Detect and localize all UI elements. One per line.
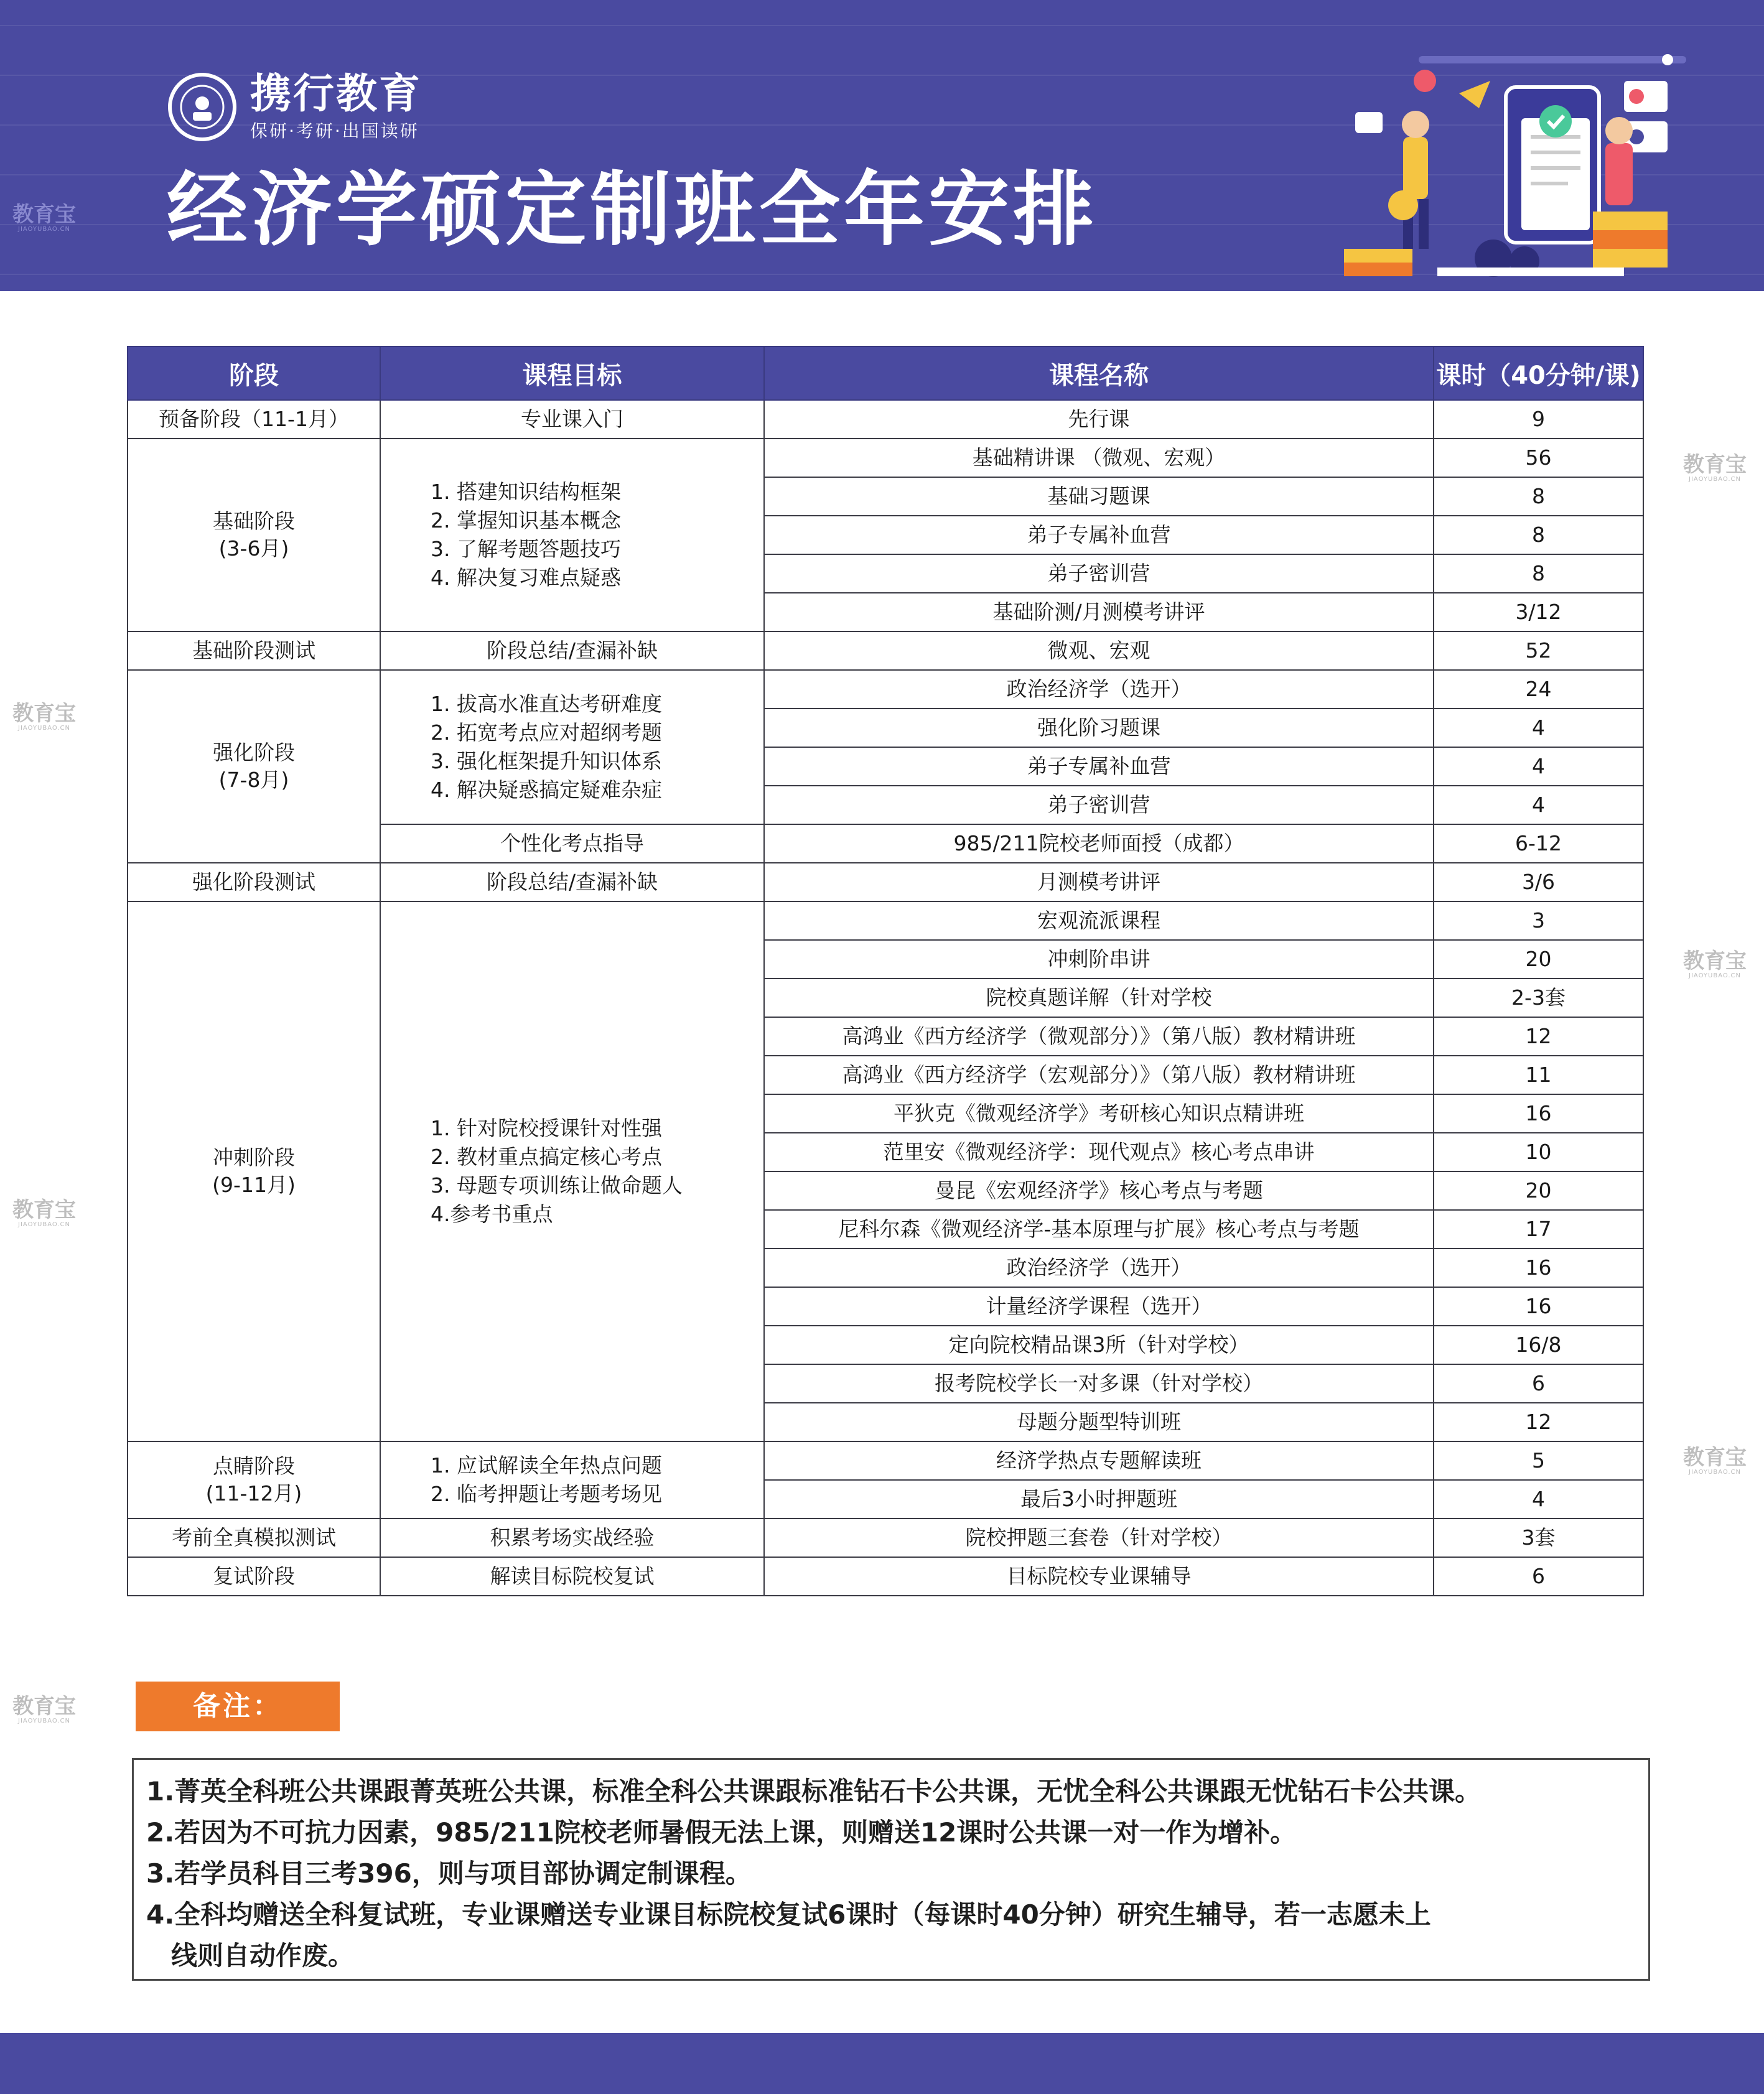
watermark: 教育宝 JIAOYUBAO.CN bbox=[12, 701, 76, 732]
col-header-course: 课程名称 bbox=[764, 347, 1434, 400]
stage-cell bbox=[128, 1441, 380, 1519]
watermark: 教育宝 JIAOYUBAO.CN bbox=[1683, 949, 1747, 979]
stage-cell bbox=[128, 670, 380, 863]
stage-period: (9-11月) bbox=[212, 1173, 296, 1197]
hours-cell: 8 bbox=[1434, 516, 1643, 554]
stage-name: 冲刺阶段 bbox=[213, 1145, 295, 1170]
course-cell: 基础阶测/月测模考讲评 bbox=[764, 593, 1434, 631]
table-row bbox=[128, 1441, 1643, 1480]
goals-cell bbox=[380, 1441, 764, 1519]
course-cell: 平狄克《微观经济学》考研核心知识点精讲班 bbox=[764, 1094, 1434, 1133]
note-item: 3.若学员科目三考396，则与项目部协调定制课程。 bbox=[146, 1858, 752, 1889]
stage-name: 强化阶段 bbox=[213, 740, 295, 765]
goal-item: 2. 教材重点搞定核心考点 bbox=[431, 1145, 662, 1169]
stage-cell bbox=[128, 901, 380, 1441]
stage-cell: 考前全真模拟测试 bbox=[128, 1519, 380, 1557]
watermark: 教育宝 JIAOYUBAO.CN bbox=[12, 1694, 76, 1724]
notes-badge: 备注： bbox=[136, 1682, 340, 1731]
hours-cell: 16 bbox=[1434, 1094, 1643, 1133]
table-row bbox=[128, 1519, 1643, 1557]
goal-item: 3. 强化框架提升知识体系 bbox=[431, 749, 662, 773]
note-item: 4.全科均赠送全科复试班，专业课赠送专业课目标院校复试6课时（每课时40分钟）研究生辅导，若一志愿未上 bbox=[146, 1899, 1431, 1930]
course-cell: 范里安《微观经济学：现代观点》核心考点串讲 bbox=[764, 1133, 1434, 1171]
hours-cell: 56 bbox=[1434, 439, 1643, 477]
hours-cell: 6 bbox=[1434, 1364, 1643, 1403]
hours-cell: 16 bbox=[1434, 1249, 1643, 1287]
hours-cell: 3 bbox=[1434, 901, 1643, 940]
stage-cell: 预备阶段（11-1月） bbox=[128, 400, 380, 439]
footer-bar bbox=[0, 2033, 1764, 2094]
notes-box bbox=[132, 1758, 1650, 1981]
hours-cell: 20 bbox=[1434, 940, 1643, 979]
logo-seal-graphic bbox=[172, 77, 232, 137]
brand-name: 携行教育 bbox=[250, 70, 422, 118]
course-cell: 微观、宏观 bbox=[764, 631, 1434, 670]
hours-cell: 12 bbox=[1434, 1017, 1643, 1056]
stage-period: (3-6月) bbox=[218, 536, 289, 561]
course-cell: 月测模考讲评 bbox=[764, 863, 1434, 901]
hours-cell: 52 bbox=[1434, 631, 1643, 670]
hours-cell: 4 bbox=[1434, 1480, 1643, 1519]
hours-cell: 17 bbox=[1434, 1210, 1643, 1249]
goal-cell: 积累考场实战经验 bbox=[380, 1519, 764, 1557]
goal-item: 1. 搭建知识结构框架 bbox=[431, 480, 621, 504]
course-cell: 基础精讲课 （微观、宏观） bbox=[764, 439, 1434, 477]
brand-logo bbox=[168, 72, 422, 142]
watermark: 教育宝 JIAOYUBAO.CN bbox=[1683, 452, 1747, 483]
table-row bbox=[128, 631, 1643, 670]
hours-cell: 5 bbox=[1434, 1441, 1643, 1480]
course-cell: 宏观流派课程 bbox=[764, 901, 1434, 940]
table-row bbox=[128, 439, 1643, 477]
decor-stripe bbox=[0, 25, 1764, 26]
page-title: 经济学硕定制班全年安排 bbox=[167, 162, 1098, 257]
course-cell: 冲刺阶串讲 bbox=[764, 940, 1434, 979]
watermark: 教育宝 JIAOYUBAO.CN bbox=[12, 202, 76, 233]
goal-cell: 阶段总结/查漏补缺 bbox=[380, 631, 764, 670]
hours-cell: 4 bbox=[1434, 747, 1643, 786]
office-illustration-icon bbox=[1344, 44, 1692, 286]
hours-cell: 24 bbox=[1434, 670, 1643, 709]
goal-item: 4. 解决疑惑搞定疑难杂症 bbox=[431, 778, 662, 802]
stage-cell bbox=[128, 439, 380, 631]
course-cell: 经济学热点专题解读班 bbox=[764, 1441, 1434, 1480]
goal-cell: 阶段总结/查漏补缺 bbox=[380, 863, 764, 901]
hours-cell: 16 bbox=[1434, 1287, 1643, 1326]
stage-period: (11-12月) bbox=[205, 1481, 302, 1505]
table-row bbox=[128, 863, 1643, 901]
hours-cell: 11 bbox=[1434, 1056, 1643, 1094]
hours-cell: 4 bbox=[1434, 709, 1643, 747]
course-cell: 院校真题详解（针对学校 bbox=[764, 979, 1434, 1017]
goal-item: 2. 掌握知识基本概念 bbox=[431, 508, 621, 533]
goal-cell: 解读目标院校复试 bbox=[380, 1557, 764, 1596]
hours-cell: 3/12 bbox=[1434, 593, 1643, 631]
course-cell: 曼昆《宏观经济学》核心考点与考题 bbox=[764, 1171, 1434, 1210]
course-cell: 定向院校精品课3所（针对学校） bbox=[764, 1326, 1434, 1364]
course-cell: 政治经济学（选开） bbox=[764, 1249, 1434, 1287]
goal-item: 2. 拓宽考点应对超纲考题 bbox=[431, 720, 662, 745]
goal-item: 2. 临考押题让考题考场见 bbox=[431, 1482, 662, 1506]
course-cell: 弟子专属补血营 bbox=[764, 516, 1434, 554]
hours-cell: 3套 bbox=[1434, 1519, 1643, 1557]
note-item: 1.菁英全科班公共课跟菁英班公共课，标准全科公共课跟标准钻石卡公共课，无忧全科公共课跟无忧钻石卡公共课。 bbox=[146, 1776, 1482, 1807]
course-cell: 高鸿业《西方经济学（微观部分）》（第八版）教材精讲班 bbox=[764, 1017, 1434, 1056]
col-header-hours: 课时（40分钟/课) bbox=[1434, 347, 1643, 400]
table-header-row bbox=[128, 347, 1643, 400]
goal-item: 3. 了解考题答题技巧 bbox=[431, 537, 621, 561]
hours-cell: 20 bbox=[1434, 1171, 1643, 1210]
course-cell: 最后3小时押题班 bbox=[764, 1480, 1434, 1519]
table-row bbox=[128, 901, 1643, 940]
course-cell: 先行课 bbox=[764, 400, 1434, 439]
table-row bbox=[128, 400, 1643, 439]
course-cell: 目标院校专业课辅导 bbox=[764, 1557, 1434, 1596]
course-cell: 弟子密训营 bbox=[764, 786, 1434, 824]
logo-seal-icon bbox=[168, 73, 236, 141]
goal-item: 4. 解决复习难点疑惑 bbox=[431, 565, 621, 590]
course-cell: 院校押题三套卷（针对学校） bbox=[764, 1519, 1434, 1557]
course-cell: 报考院校学长一对多课（针对学校） bbox=[764, 1364, 1434, 1403]
brand-tagline: 保研·考研·出国读研 bbox=[250, 121, 419, 141]
schedule-table bbox=[127, 346, 1644, 1596]
hours-cell: 8 bbox=[1434, 554, 1643, 593]
course-cell: 弟子密训营 bbox=[764, 554, 1434, 593]
goal-item: 1. 拔高水准直达考研难度 bbox=[431, 692, 662, 716]
goal-item: 3. 母题专项训练让做命题人 bbox=[431, 1173, 683, 1198]
goals-cell bbox=[380, 670, 764, 824]
table-row bbox=[128, 1557, 1643, 1596]
stage-name: 基础阶段 bbox=[213, 509, 295, 533]
hours-cell: 8 bbox=[1434, 477, 1643, 516]
course-cell: 弟子专属补血营 bbox=[764, 747, 1434, 786]
table-row bbox=[128, 670, 1643, 709]
note-item: 2.若因为不可抗力因素，985/211院校老师暑假无法上课，则赠送12课时公共课一对一作为增补。 bbox=[146, 1817, 1297, 1848]
hours-cell: 6-12 bbox=[1434, 824, 1643, 863]
watermark: 教育宝 JIAOYUBAO.CN bbox=[12, 1198, 76, 1228]
course-cell: 基础习题课 bbox=[764, 477, 1434, 516]
goal-cell: 个性化考点指导 bbox=[380, 824, 764, 863]
header-banner bbox=[0, 0, 1764, 291]
goals-cell bbox=[380, 439, 764, 631]
goal-item: 1. 针对院校授课针对性强 bbox=[431, 1116, 662, 1140]
hours-cell: 16/8 bbox=[1434, 1326, 1643, 1364]
course-cell: 高鸿业《西方经济学（宏观部分）》（第八版）教材精讲班 bbox=[764, 1056, 1434, 1094]
col-header-goal: 课程目标 bbox=[380, 347, 764, 400]
watermark: 教育宝 JIAOYUBAO.CN bbox=[1683, 1445, 1747, 1476]
course-cell: 计量经济学课程（选开） bbox=[764, 1287, 1434, 1326]
course-cell: 政治经济学（选开） bbox=[764, 670, 1434, 709]
goal-item: 4.参考书重点 bbox=[431, 1202, 553, 1226]
hours-cell: 2-3套 bbox=[1434, 979, 1643, 1017]
goals-cell bbox=[380, 901, 764, 1441]
course-cell: 母题分题型特训班 bbox=[764, 1403, 1434, 1441]
course-cell: 985/211院校老师面授（成都） bbox=[764, 824, 1434, 863]
goal-item: 1. 应试解读全年热点问题 bbox=[431, 1453, 662, 1477]
stage-cell: 基础阶段测试 bbox=[128, 631, 380, 670]
stage-period: (7-8月) bbox=[218, 768, 289, 792]
stage-cell: 强化阶段测试 bbox=[128, 863, 380, 901]
col-header-stage: 阶段 bbox=[128, 347, 380, 400]
note-continuation: 线则自动作废。 bbox=[171, 1940, 355, 1971]
course-cell: 强化阶习题课 bbox=[764, 709, 1434, 747]
hours-cell: 6 bbox=[1434, 1557, 1643, 1596]
course-cell: 尼科尔森《微观经济学-基本原理与扩展》核心考点与考题 bbox=[764, 1210, 1434, 1249]
stage-cell: 复试阶段 bbox=[128, 1557, 380, 1596]
stage-name: 点睛阶段 bbox=[213, 1454, 295, 1478]
goal-cell: 专业课入门 bbox=[380, 400, 764, 439]
hours-cell: 4 bbox=[1434, 786, 1643, 824]
hours-cell: 10 bbox=[1434, 1133, 1643, 1171]
hours-cell: 12 bbox=[1434, 1403, 1643, 1441]
hours-cell: 3/6 bbox=[1434, 863, 1643, 901]
hours-cell: 9 bbox=[1434, 400, 1643, 439]
